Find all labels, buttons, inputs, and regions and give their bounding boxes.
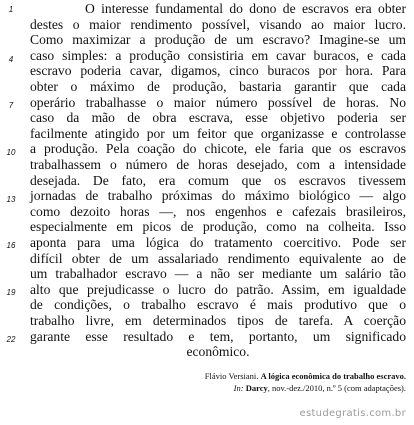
source-author: Flávio Versiani. <box>204 371 259 381</box>
passage-line: jornadas de trabalho próximas do máximo biológico — algo <box>30 188 406 204</box>
passage-line: escravo poderia cavar, digamos, cinco buracos por hora. Para <box>30 63 406 79</box>
source-in-label: In: <box>233 383 244 393</box>
line-number-7: 7 <box>8 101 14 110</box>
line-number-10: 10 <box>6 148 16 157</box>
watermark: estudegratis.com.br <box>299 408 406 419</box>
passage-line: aponta para uma lógica do tratamento coercitivo. Pode ser <box>30 235 406 250</box>
passage-line: um trabalhador escravo — a não ser mediante um salário tão <box>30 266 406 282</box>
source-journal: Darcy <box>245 383 268 393</box>
passage-line: operário trabalhasse o maior número possível de horas. No <box>30 94 406 110</box>
passage-line: como dezoito horas —, nos engenhos e cafezais brasileiros, <box>30 203 406 219</box>
passage-line: destes o maior rendimento possível, visando ao maior lucro. <box>30 16 406 32</box>
source-title: A lógica econômica do trabalho escravo. <box>260 371 406 381</box>
line-number-1: 1 <box>8 5 14 14</box>
line-number-22: 22 <box>6 335 16 344</box>
line-number-13: 13 <box>6 195 16 204</box>
passage-line: difícil obter de um assalariado rendimento equivalente ao de <box>30 250 406 266</box>
passage-line: caso simples: a produção consistiria em cavar buracos, e cada <box>30 47 406 63</box>
passage-line: caso da mão de obra escrava, esse objetivo poderia ser <box>30 110 406 126</box>
line-number-4: 4 <box>8 55 14 64</box>
passage-line: alto que prejudicasse o lucro do patrão. Assim, em igualdade <box>30 281 406 297</box>
passage-line: Como maximizar a produção de um escravo? Imagine-se um <box>30 32 406 48</box>
passage-line: trabalhassem o número de horas desejado, com a intensidade <box>30 157 406 172</box>
passage-line: desejada. De fato, era comum que os escravos tivessem <box>30 172 406 188</box>
passage-line: O interesse fundamental do dono de escravos era obter <box>85 1 406 16</box>
passage-line: garante esse resultado e tem, portanto, um significado <box>30 328 406 344</box>
passage-line: de condições, o trabalho escravo é mais produtivo que o <box>30 297 406 313</box>
passage-line: facilmente atingido por um feitor que organizasse e controlasse <box>30 125 406 141</box>
line-number-16: 16 <box>6 241 16 250</box>
passage-line: econômico. <box>186 344 250 360</box>
source-details: , nov.-dez./2010, n.º 5 (com adaptações). <box>267 383 406 393</box>
passage-line: especialmente em picos de produção, como na colheita. Isso <box>30 219 406 235</box>
passage-line: trabalho livre, em determinados tipos de tarefa. A coerção <box>30 313 406 328</box>
passage-line: a produção. Pela coação do chicote, ele faria que os escravos <box>30 141 406 157</box>
line-number-19: 19 <box>6 288 16 297</box>
passage-line: obter o máximo de produção, bastaria garantir que cada <box>30 79 406 94</box>
